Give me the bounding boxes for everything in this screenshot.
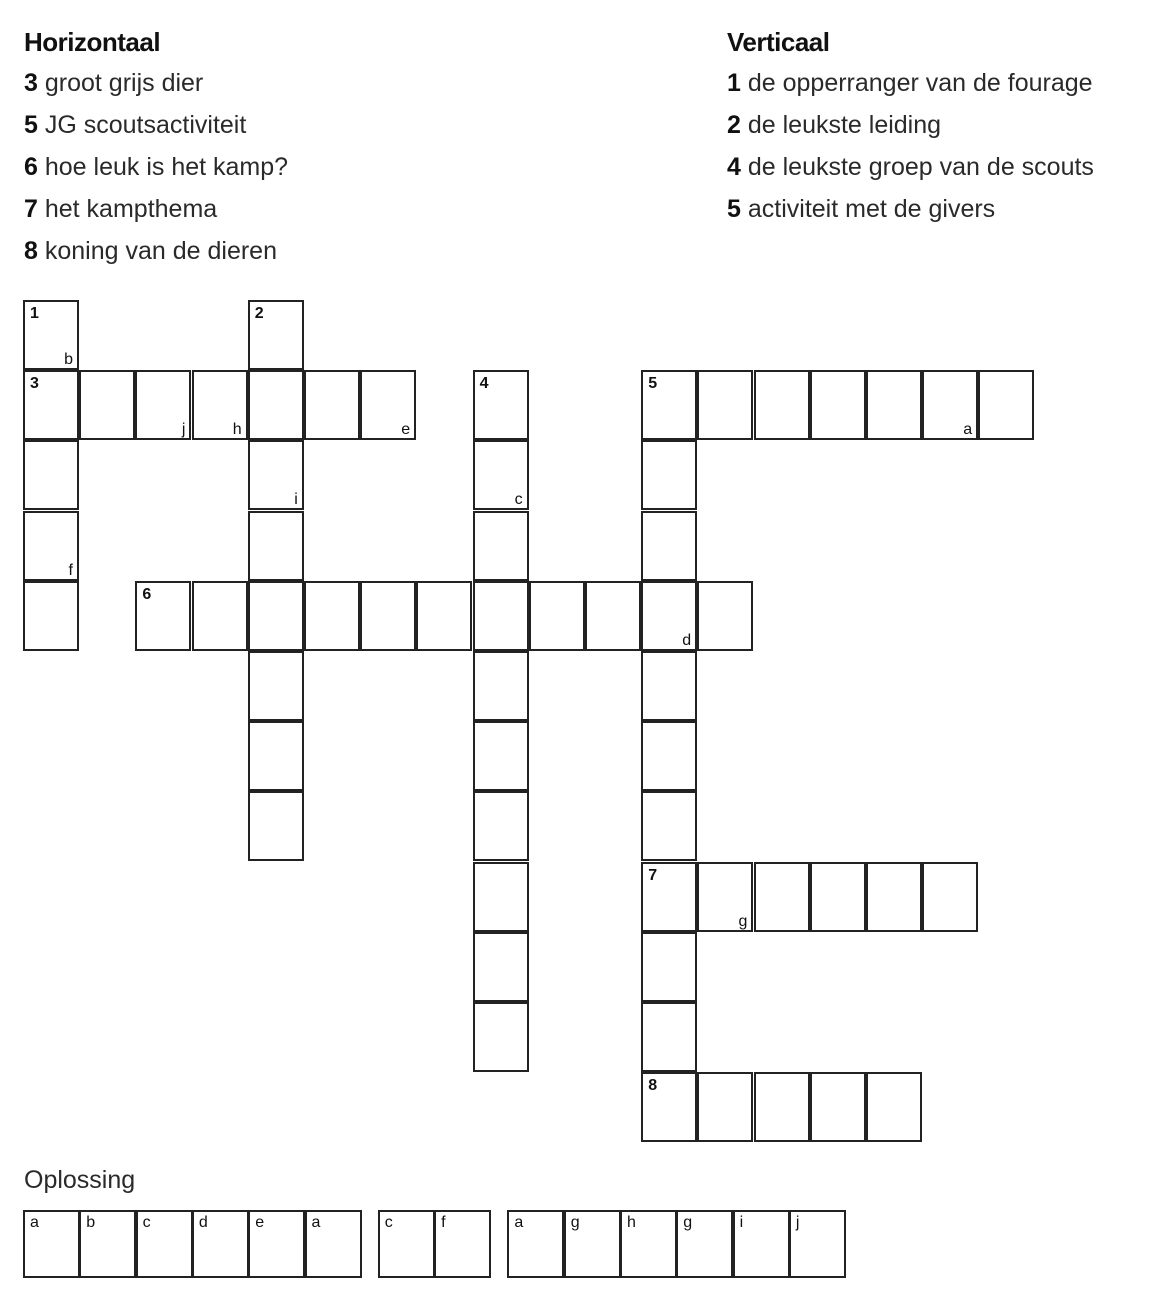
grid-cell[interactable] [248, 440, 304, 510]
grid-cell[interactable] [248, 300, 304, 370]
grid-cell[interactable] [304, 581, 360, 651]
clue-text: de leukste groep van de scouts [747, 153, 1094, 181]
cell-number: 2 [254, 305, 264, 322]
solution-key-letter: g [683, 1214, 693, 1231]
key-letter: a [963, 421, 973, 439]
grid-cell[interactable] [79, 370, 135, 440]
grid-cell[interactable] [697, 1072, 753, 1142]
solution-cell[interactable] [23, 1210, 80, 1278]
solution-key-letter: c [384, 1214, 393, 1231]
clue-text: JG scoutsactiviteit [44, 111, 247, 139]
grid-cell[interactable] [192, 370, 248, 440]
clue-across-6 [24, 146, 288, 188]
grid-cell[interactable] [866, 370, 922, 440]
grid-cell[interactable] [754, 370, 810, 440]
grid-cell[interactable] [697, 370, 753, 440]
grid-cell[interactable] [248, 511, 304, 581]
clue-across-8 [24, 230, 288, 272]
solution-cell[interactable] [434, 1210, 491, 1278]
grid-cell[interactable] [529, 581, 585, 651]
solution-key-letter: a [30, 1214, 39, 1231]
grid-cell[interactable] [641, 721, 697, 791]
grid-cell[interactable] [810, 370, 866, 440]
solution-cell[interactable] [79, 1210, 136, 1278]
clue-down-5 [727, 188, 1094, 230]
clue-number: 7 [24, 195, 38, 223]
clue-text: hoe leuk is het kamp? [44, 153, 289, 181]
clue-down-1 [727, 62, 1094, 104]
grid-cell[interactable] [360, 581, 416, 651]
grid-cell[interactable] [641, 440, 697, 510]
cell-number: 6 [142, 585, 152, 603]
solution-cell[interactable] [192, 1210, 249, 1278]
key-letter: i [294, 491, 298, 509]
solution-key-letter: j [795, 1214, 800, 1231]
solution-cell[interactable] [564, 1210, 621, 1278]
clue-text: de leukste leiding [747, 111, 942, 139]
key-letter: j [181, 421, 186, 439]
clue-number: 5 [24, 111, 38, 139]
clue-number: 8 [24, 237, 38, 265]
grid-cell[interactable] [473, 932, 529, 1002]
solution-cell[interactable] [733, 1210, 790, 1278]
solution-key-letter: a [311, 1214, 321, 1231]
clue-number: 3 [24, 69, 38, 97]
solution-cell[interactable] [248, 1210, 305, 1278]
grid-cell[interactable] [641, 370, 697, 440]
clue-across-7 [24, 188, 288, 230]
grid-cell[interactable] [473, 370, 529, 440]
solution-cell[interactable] [507, 1210, 564, 1278]
solution-cell[interactable] [676, 1210, 733, 1278]
cell-number: 1 [30, 305, 39, 322]
grid-cell[interactable] [641, 581, 697, 651]
solution-key-letter: d [198, 1214, 208, 1231]
grid-cell[interactable] [641, 862, 697, 932]
solution-cell[interactable] [136, 1210, 193, 1278]
grid-cell[interactable] [473, 651, 529, 721]
grid-cell[interactable] [978, 370, 1034, 440]
grid-cell[interactable] [641, 651, 697, 721]
grid-cell[interactable] [473, 1002, 529, 1072]
grid-cell[interactable] [248, 791, 304, 861]
grid-cell[interactable] [248, 370, 304, 440]
key-letter: c [514, 491, 523, 509]
horizontal-clues [24, 22, 288, 272]
grid-cell[interactable] [697, 581, 753, 651]
grid-cell[interactable] [23, 300, 79, 370]
cell-number: 3 [30, 375, 39, 393]
vertical-clues [727, 22, 1094, 230]
solution-key-letter: i [739, 1214, 744, 1231]
clue-text: de opperranger van de fourage [747, 69, 1093, 97]
horizontal-heading: Horizontaal [24, 27, 161, 57]
grid-cell[interactable] [473, 721, 529, 791]
key-letter: f [68, 561, 73, 579]
clue-across-5 [24, 104, 288, 146]
solution-key-letter: b [86, 1214, 96, 1231]
solution-key-letter: e [255, 1214, 265, 1231]
clue-text: groot grijs dier [44, 69, 204, 97]
clue-down-4 [727, 146, 1094, 188]
key-letter: g [738, 912, 748, 930]
clue-number: 5 [727, 195, 741, 223]
solution-key-letter: g [570, 1214, 580, 1231]
clue-text: activiteit met de givers [747, 195, 996, 223]
cell-number: 8 [648, 1077, 658, 1095]
grid-cell[interactable] [473, 791, 529, 861]
grid-cell[interactable] [641, 511, 697, 581]
grid-cell[interactable] [23, 370, 79, 440]
clue-across-3 [24, 62, 288, 104]
grid-cell[interactable] [641, 791, 697, 861]
grid-cell[interactable] [473, 440, 529, 510]
grid-cell[interactable] [473, 581, 529, 651]
grid-cell[interactable] [810, 862, 866, 932]
grid-cell[interactable] [922, 862, 978, 932]
grid-cell[interactable] [248, 581, 304, 651]
grid-cell[interactable] [641, 932, 697, 1002]
grid-cell[interactable] [641, 1002, 697, 1072]
grid-cell[interactable] [866, 1072, 922, 1142]
clue-number: 4 [727, 153, 741, 181]
solution-key-letter: f [441, 1214, 446, 1231]
solution-cell[interactable] [378, 1210, 435, 1278]
grid-cell[interactable] [754, 1072, 810, 1142]
grid-cell[interactable] [135, 581, 191, 651]
clue-number: 6 [24, 153, 38, 181]
solution-cell[interactable] [620, 1210, 677, 1278]
grid-cell[interactable] [23, 440, 79, 510]
solution-key-letter: a [514, 1214, 524, 1231]
grid-cell[interactable] [135, 370, 191, 440]
grid-cell[interactable] [585, 581, 641, 651]
grid-cell[interactable] [641, 1072, 697, 1142]
cell-number: 7 [648, 866, 658, 884]
clue-number: 2 [727, 111, 741, 139]
grid-cell[interactable] [810, 1072, 866, 1142]
grid-cell[interactable] [866, 862, 922, 932]
cell-number: 5 [648, 375, 658, 393]
grid-cell[interactable] [248, 651, 304, 721]
cell-number: 4 [479, 375, 489, 393]
key-letter: e [401, 421, 411, 439]
grid-cell[interactable] [248, 721, 304, 791]
clue-down-2 [727, 104, 1094, 146]
solution-key-letter: c [142, 1214, 151, 1231]
grid-cell[interactable] [922, 370, 978, 440]
key-letter: h [232, 421, 242, 439]
solution-title: Oplossing [24, 1166, 136, 1194]
grid-cell[interactable] [473, 511, 529, 581]
grid-cell[interactable] [416, 581, 472, 651]
grid-cell[interactable] [23, 581, 79, 651]
vertical-heading: Verticaal [727, 27, 830, 57]
key-letter: b [64, 351, 73, 368]
grid-cell[interactable] [304, 370, 360, 440]
grid-cell[interactable] [192, 581, 248, 651]
clue-text: het kampthema [44, 195, 218, 223]
grid-cell[interactable] [360, 370, 416, 440]
grid-cell[interactable] [754, 862, 810, 932]
key-letter: d [682, 631, 692, 649]
solution-cell[interactable] [305, 1210, 362, 1278]
clue-number: 1 [727, 69, 741, 97]
grid-cell[interactable] [697, 862, 753, 932]
grid-cell[interactable] [473, 862, 529, 932]
solution-cell[interactable] [789, 1210, 846, 1278]
grid-cell[interactable] [23, 511, 79, 581]
solution-key-letter: h [627, 1214, 636, 1231]
clue-text: koning van de dieren [44, 237, 277, 265]
